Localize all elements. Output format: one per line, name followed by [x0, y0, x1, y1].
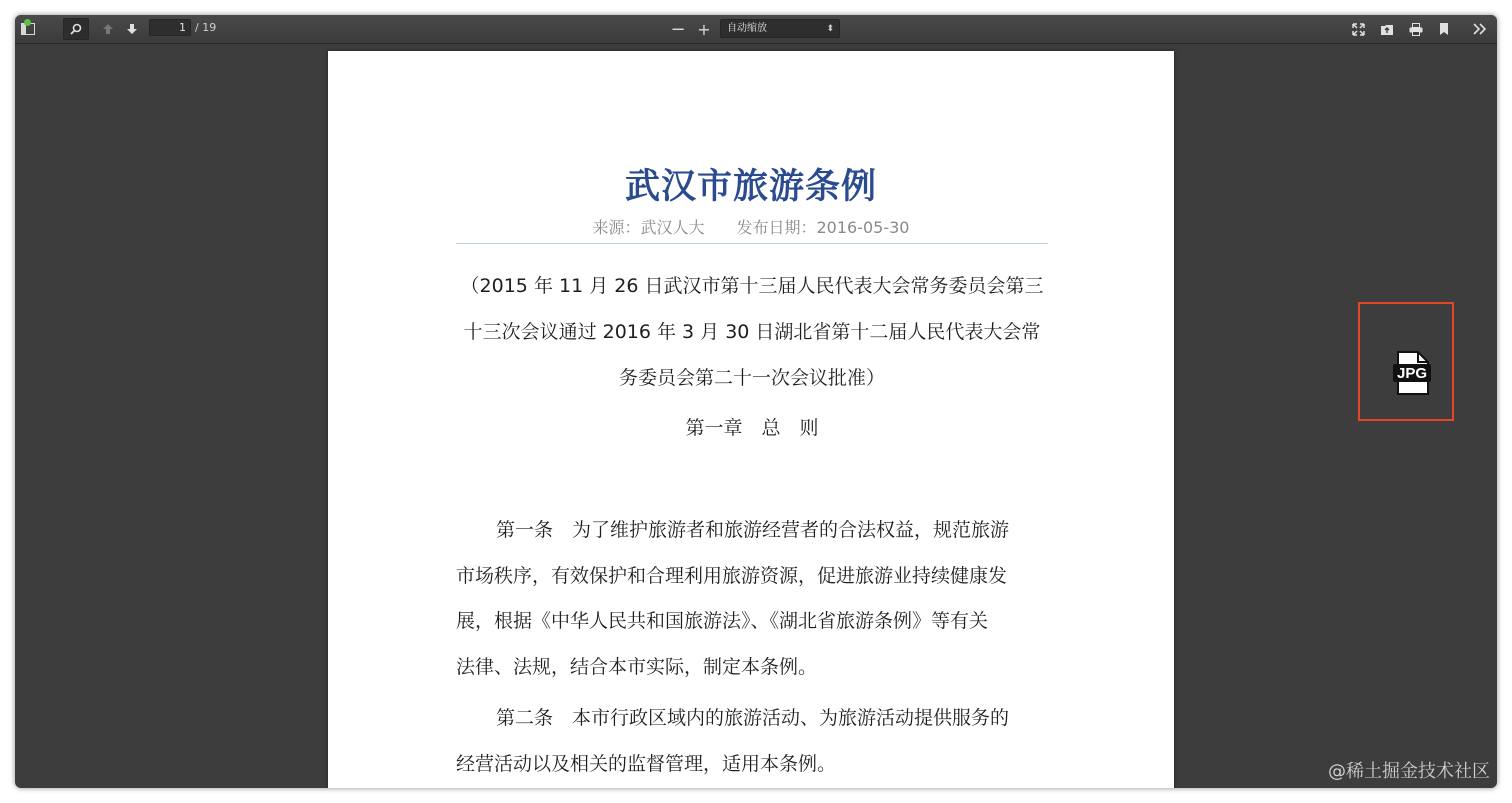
- adoption-note-line: （2015 年 11 月 26 日武汉市第十三届人民代表大会常务委员会第三: [460, 275, 1044, 297]
- pdf-page: [328, 51, 1174, 788]
- article-line: 展，根据《中华人民共和国旅游法》、《湖北省旅游条例》等有关: [456, 610, 989, 632]
- search-icon: [70, 23, 82, 35]
- zoom-select-value: 自动缩放: [727, 23, 767, 34]
- article-line: 经营活动以及相关的监督管理，适用本条例。: [456, 753, 837, 775]
- adoption-note-line: 务委员会第二十一次会议批准）: [618, 367, 885, 389]
- zoom-out-button[interactable]: −: [670, 18, 686, 40]
- jpg-file-icon[interactable]: [1392, 350, 1432, 396]
- pdf-viewer-window: [15, 15, 1497, 788]
- double-chevron-right-icon: [1473, 23, 1487, 35]
- adoption-note-line: 十三次会议通过 2016 年 3 月 30 日湖北省第十二届人民代表大会常: [463, 321, 1041, 343]
- bookmark-icon: [1439, 23, 1449, 36]
- chapter-heading: 第一章 总 则: [685, 417, 819, 439]
- document-meta: 来源：武汉人大 发布日期：2016-05-30: [592, 218, 910, 237]
- fullscreen-icon: [1352, 23, 1365, 36]
- page-number-input[interactable]: 1: [149, 19, 191, 36]
- page-count: / 19: [195, 21, 217, 34]
- article-line: 法律、法规，结合本市实际，制定本条例。: [456, 656, 818, 678]
- folder-open-icon: [1380, 23, 1394, 36]
- article-line: 第一条 为了维护旅游者和旅游经营者的合法权益，规范旅游: [496, 519, 1010, 541]
- article-line: 第二条 本市行政区域内的旅游活动、为旅游活动提供服务的: [496, 707, 1010, 729]
- jpg-label: JPG: [1396, 365, 1427, 382]
- zoom-select[interactable]: [720, 19, 840, 38]
- status-indicator: [24, 19, 31, 26]
- bookmark-button[interactable]: [1431, 18, 1457, 40]
- find-button[interactable]: [63, 18, 89, 40]
- title-divider: [456, 243, 1048, 244]
- document-title: 武汉市旅游条例: [624, 167, 877, 207]
- arrow-up-icon: [102, 23, 114, 35]
- viewer-toolbar: [15, 15, 1497, 44]
- printer-icon: [1409, 23, 1423, 36]
- article-line: 市场秩序，有效保护和合理利用旅游资源，促进旅游业持续健康发: [456, 565, 1008, 587]
- arrow-down-icon: [126, 23, 138, 35]
- presentation-mode-button[interactable]: [1345, 18, 1371, 40]
- select-arrow-icon: ⬍: [826, 24, 834, 34]
- next-page-button[interactable]: [119, 18, 145, 40]
- zoom-in-button[interactable]: +: [697, 19, 711, 39]
- tools-menu-button[interactable]: [1467, 18, 1493, 40]
- watermark: @稀土掘金技术社区: [1328, 761, 1490, 782]
- print-button[interactable]: [1403, 18, 1429, 40]
- previous-page-button[interactable]: [95, 18, 121, 40]
- open-file-button[interactable]: [1374, 18, 1400, 40]
